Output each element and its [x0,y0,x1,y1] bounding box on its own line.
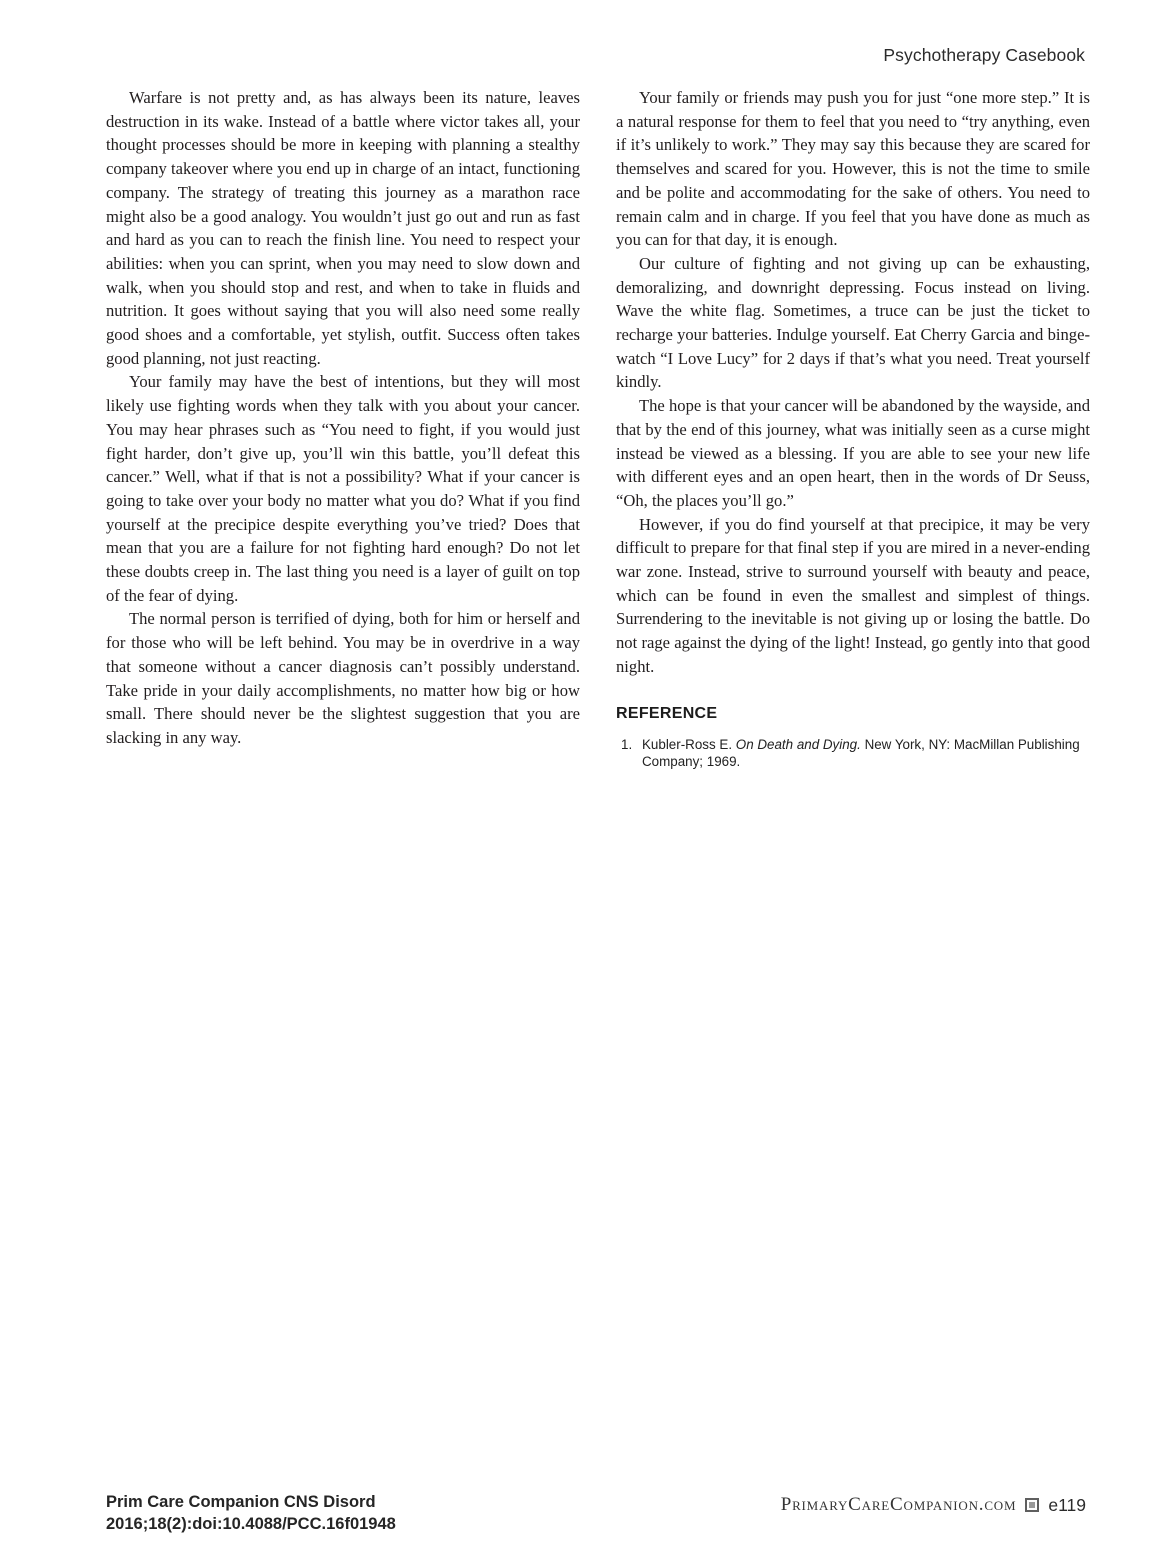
reference-title: On Death and Dying. [735,736,865,752]
right-text-column [616,86,1090,771]
footer-journal-info [106,1491,396,1535]
reference-heading: REFERENCE [616,704,718,722]
paragraph: The hope is that your cancer will be abandoned by the wayside, and that by the end of this journey, what was initially seen as a curse might instead be viewed as a blessing. If you are able to see your new life with different eyes and an open heart, then in the words of Dr Seuss, “Oh, the places you’ll go.” [616,396,1090,510]
footer-site-name: PrimaryCareCompanion.com [780,1494,1017,1515]
reference-citation [642,736,1090,772]
page-header-section-label: Psychotherapy Casebook [883,45,1085,65]
paragraph: Warfare is not pretty and, as has always been its nature, leaves destruction in its wake. Instead of a battle where victor takes all, your thought processes should be more in keeping with planning a stealthy company takeover where you end up in charge of an intact, functioning company. The strategy of treating this journey as a marathon race might also be a good analogy. You wouldn’t just go out and run as fast and hard as you can to reach the finish line. You need to respect your abilities: when you can sprint, when you may need to slow down and walk, when you should stop and rest, and when to take in fluids and nutrition. It goes without saying that you will also need some really good shoes and a comfortable, yet stylish, outfit. Success often takes good planning, not just reacting. [106,88,580,368]
reference-section [616,705,1090,772]
footer-page-number: e119 [1048,1494,1086,1515]
footer-site-info [781,1494,1086,1516]
left-text-column [106,86,580,750]
square-icon-fill [1029,1502,1035,1508]
footer-journal-doi: 2016;18(2):doi:10.4088/PCC.16f01948 [106,1515,396,1533]
reference-publisher: New York, NY: MacMillan Publishing Company; 1969. [642,736,1080,770]
reference-number: 1. [621,736,633,752]
reference-authors: Kubler-Ross E. [642,736,736,752]
paragraph: Our culture of fighting and not giving up can be exhausting, demoralizing, and downright depressing. Focus instead on living. Wave the white flag. Sometimes, a truce can be just the ticket to recharge your batteries. Indulge yourself. Eat Cherry Garcia and binge-watch “I Love Lucy” for 2 days if that’s what you need. Treat yourself kindly. [616,253,1090,392]
paragraph: The normal person is terrified of dying, both for him or herself and for those who will be left behind. You may be in overdrive in a way that someone without a cancer diagnosis can’t possibly understand. Take pride in your daily accomplishments, no matter how big or how small. There should never be the slightest suggestion that you are slacking in any way. [106,609,580,747]
paragraph: Your family or friends may push you for just “one more step.” It is a natural response for them to feel that you need to “try anything, even if it’s unlikely to work.” They may say this because they are scared for themselves and scared for you. However, this is not the time to smile and be polite and accommodating for the sake of others. You need to remain calm and in charge. If you feel that you have done as much as you can for that day, it is enough. [616,88,1090,250]
footer-journal-name: Prim Care Companion CNS Disord [106,1493,376,1511]
reference-item [616,736,1090,772]
square-icon [1025,1498,1039,1512]
paragraph: Your family may have the best of intentions, but they will most likely use fighting words when they talk with you about your cancer. You may hear phrases such as “You need to fight, if you would just fight harder, don’t give up, you’ll win this battle, you’ll defeat this cancer.” Well, what if that is not a possibility? What if your cancer is going to take over your body no matter what you do? What if you find yourself at the precipice despite everything you’ve tried? Does that mean that you are a failure for not fighting hard enough? Do not let these doubts creep in. The last thing you need is a layer of guilt on top of the fear of dying. [106,372,580,605]
paragraph: However, if you do find yourself at that precipice, it may be very difficult to prepare for that final step if you are mired in a never-ending war zone. Instead, strive to surround yourself with beauty and peace, which can be found in even the smallest and simplest of things. Surrendering to the inevitable is not giving up or losing the battle. Do not rage against the dying of the light! Instead, go gently into that good night. [616,514,1090,676]
